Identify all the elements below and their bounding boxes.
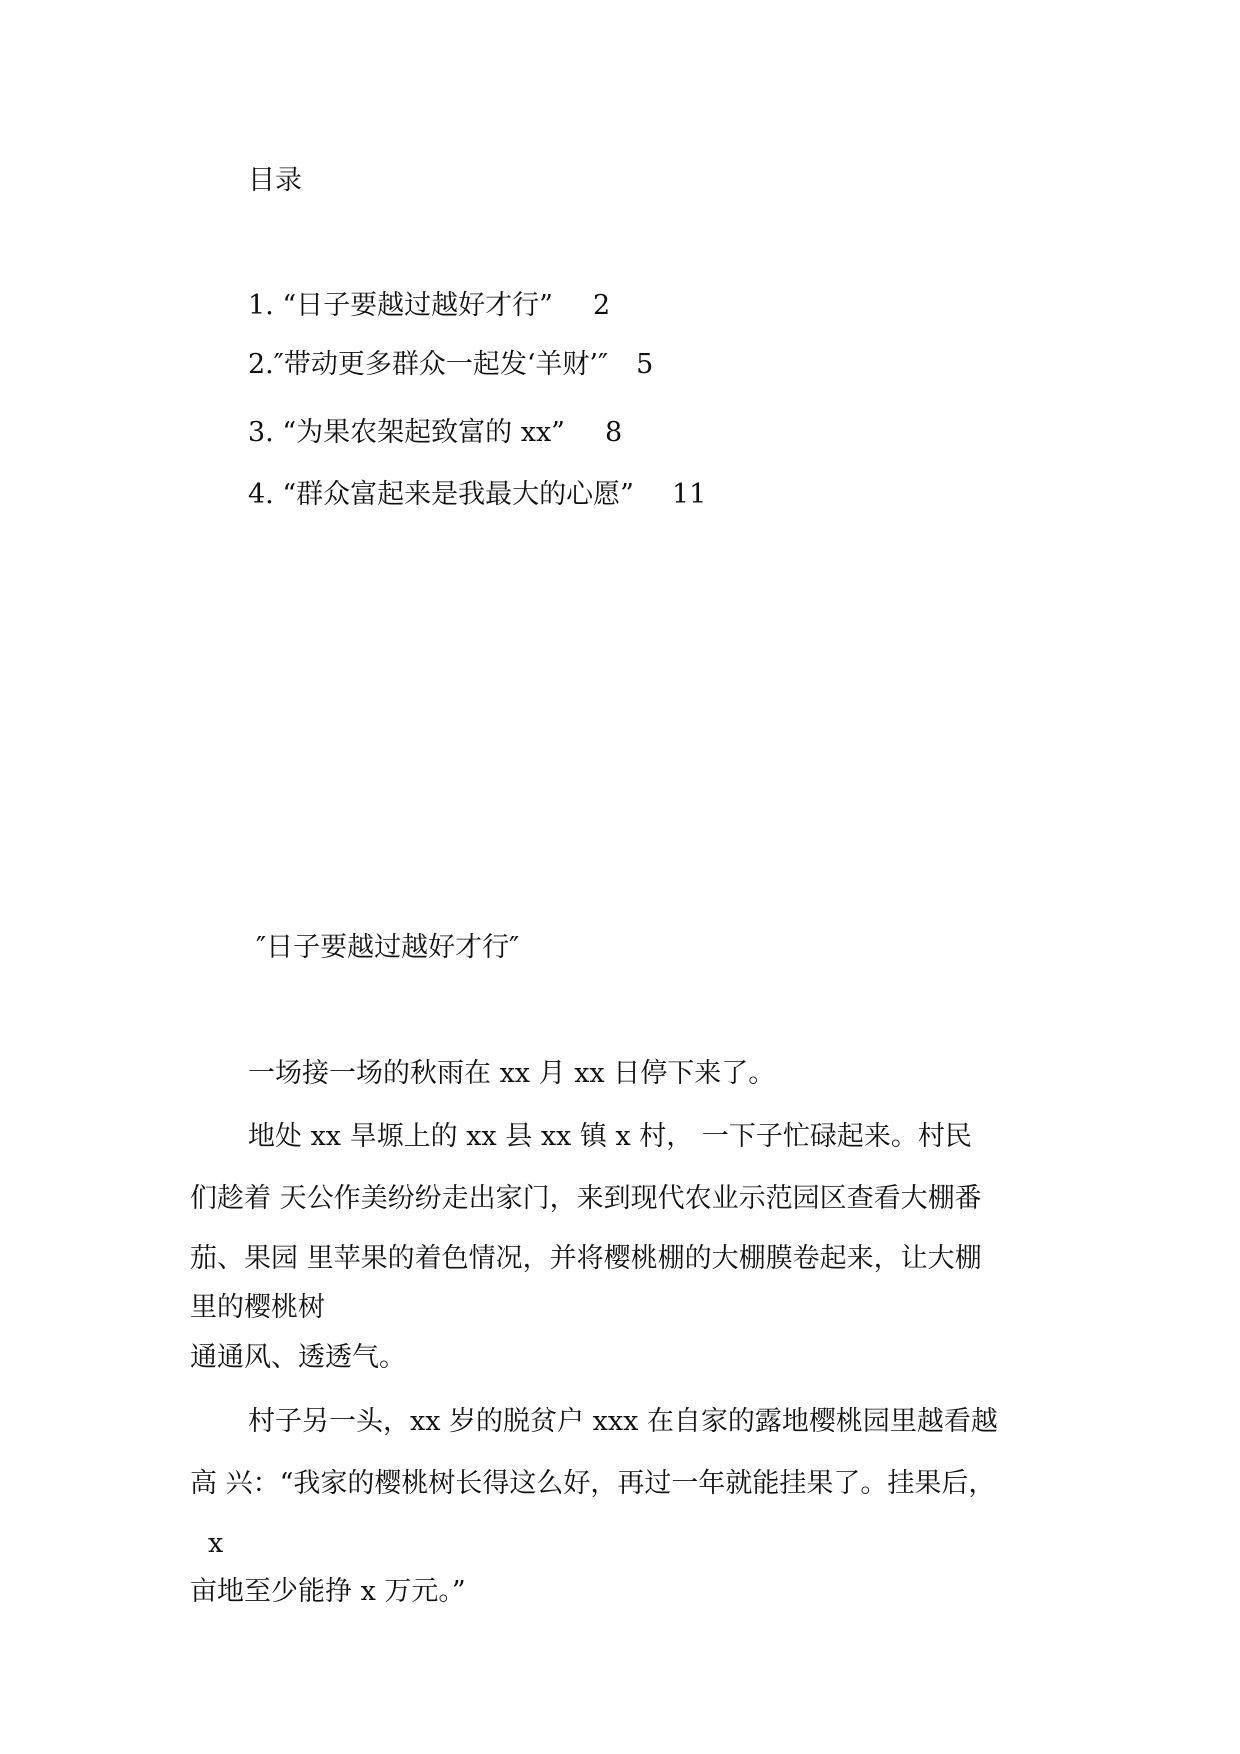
toc-item — [248, 481, 706, 508]
toc-item-page: 11 — [671, 479, 707, 510]
toc-title: 目录 — [248, 165, 302, 196]
toc-item-text: 1. “日子要越过越好才行” — [248, 290, 553, 321]
toc-item — [248, 351, 653, 378]
paragraph-line: 们趁着 天公作美纷纷走出家门，来到现代农业示范园区查看大棚番 — [190, 1183, 982, 1214]
paragraph-line: 通通风、透透气。 — [190, 1342, 406, 1373]
article-title: ″日子要越过越好才行″ — [256, 932, 520, 963]
toc-item-text: 3. “为果农架起致富的 xx” — [248, 417, 565, 448]
paragraph-line: 地处 xx 旱塬上的 xx 县 xx 镇 x 村， 一下子忙碌起来。村民 — [248, 1121, 972, 1152]
paragraph-line: 村子另一头，xx 岁的脱贫户 xxx 在自家的露地樱桃园里越看越 — [248, 1406, 998, 1437]
paragraph-line: 高 兴：“我家的樱桃树长得这么好，再过一年就能挂果了。挂果后， — [190, 1468, 996, 1499]
paragraph-line: 一场接一场的秋雨在 xx 月 xx 日停下来了。 — [248, 1058, 776, 1089]
paragraph-line: 茄、果园 里苹果的着色情况，并将樱桃棚的大棚膜卷起来，让大棚 — [190, 1243, 982, 1274]
paragraph-line: x — [208, 1528, 224, 1559]
toc-item-page: 2 — [592, 290, 611, 321]
toc-item-text: 4. “群众富起来是我最大的心愿” — [248, 479, 634, 510]
toc-item-text: 2.″带动更多群众一起发‘羊财’″ — [248, 349, 609, 380]
paragraph-line: 亩地至少能挣 x 万元。” — [190, 1576, 466, 1607]
toc-item-page: 8 — [605, 417, 623, 448]
paragraph-line: 里的樱桃树 — [190, 1292, 325, 1323]
toc-item — [248, 419, 622, 446]
toc-item — [248, 292, 610, 319]
toc-item-page: 5 — [636, 349, 654, 380]
